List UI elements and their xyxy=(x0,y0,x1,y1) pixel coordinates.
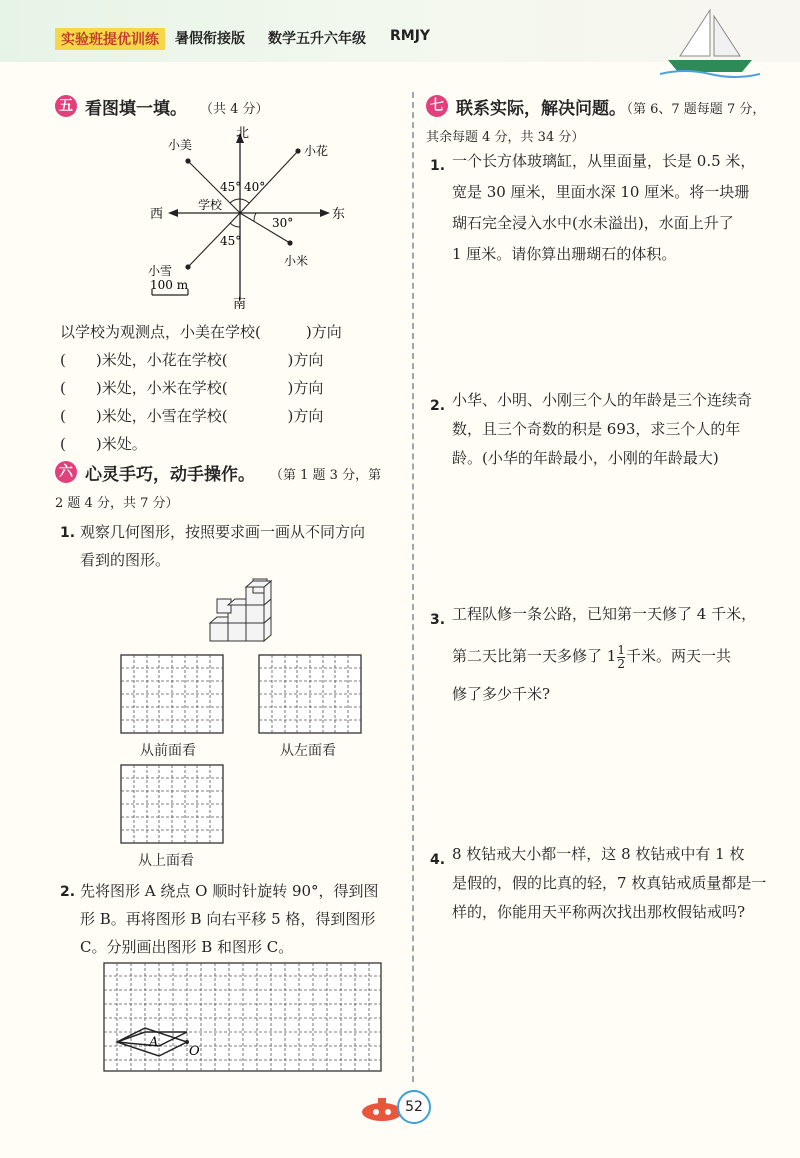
q-line: 小华、小明、小刚三个人的年龄是三个连续奇 xyxy=(452,391,753,409)
fill-line: ( )米处，小雪在学校( )方向 xyxy=(60,407,324,425)
section5-title: 看图填一填。 xyxy=(85,99,187,119)
s7-q3-line2 xyxy=(452,642,782,671)
q3-post: 千米。两天一共 xyxy=(625,647,731,665)
label-xiaoxue: 小雪 xyxy=(148,264,173,278)
q-line: 龄。(小华的年龄最小，小刚的年龄最大) xyxy=(452,449,719,467)
label-north: 北 xyxy=(236,126,250,141)
s7-q3-number: 3. xyxy=(430,612,446,628)
grid-top-view[interactable] xyxy=(120,764,224,844)
q-line: 观察几何图形，按照要求画一画从不同方向 xyxy=(80,523,366,541)
label-angle1: 45° xyxy=(220,180,242,194)
q-line: 宽是 30 厘米，里面水深 10 厘米。将一块珊 xyxy=(452,183,750,201)
label-xiaomei: 小美 xyxy=(168,138,193,152)
s6-q1-number: 1. xyxy=(60,525,76,541)
s7-q2-number: 2. xyxy=(430,398,446,414)
q-line: 1 厘米。请你算出珊瑚石的体积。 xyxy=(452,245,677,263)
label-a: A xyxy=(149,1035,159,1050)
q3-pre: 第二天比第一天多修了 1 xyxy=(452,647,617,665)
point-xiaomi xyxy=(287,240,292,245)
fraction-denominator: 2 xyxy=(617,656,625,671)
section5-fill-lines xyxy=(60,318,405,458)
section7-score-1: （第 6、7 题每题 7 分， xyxy=(620,102,766,117)
east-arrow-icon xyxy=(320,209,330,217)
s6-q1-text xyxy=(80,518,405,574)
section5-score: （共 4 分） xyxy=(200,102,269,117)
section7-title: 联系实际，解决问题。 xyxy=(456,99,626,119)
label-scale: 100 m xyxy=(150,278,189,292)
sailboat-icon xyxy=(660,6,760,78)
label-angle4: 45° xyxy=(220,234,242,248)
grid-left-view[interactable] xyxy=(258,654,362,734)
compass-diagram xyxy=(140,125,360,310)
point-xiaomei xyxy=(185,158,190,163)
fraction xyxy=(617,644,625,671)
label-xiaomi: 小米 xyxy=(284,254,309,268)
subject-label: 数学五升六年级 xyxy=(268,31,366,47)
grid-transform[interactable] xyxy=(103,962,383,1074)
point-xiaoxue xyxy=(185,264,190,269)
section5-badge: 五 xyxy=(55,95,77,117)
west-arrow-icon xyxy=(168,209,178,217)
q-line: 数，且三个奇数的积是 693，求三个人的年 xyxy=(452,420,741,438)
caption-left: 从左面看 xyxy=(280,743,336,759)
q-line: 形 B。再将图形 B 向右平移 5 格，得到图形 xyxy=(80,910,376,928)
caption-top: 从上面看 xyxy=(138,853,194,869)
fill-line: ( )米处。 xyxy=(60,435,147,453)
q-line: 先将图形 A 绕点 O 顺时针旋转 90°，得到图 xyxy=(80,882,379,900)
column-divider xyxy=(412,92,414,1082)
s7-q2-text xyxy=(452,386,782,473)
label-east: 东 xyxy=(332,207,346,222)
label-center: 学校 xyxy=(198,198,223,212)
point-xiaohua xyxy=(295,148,300,153)
section7-score-2: 其余每题 4 分，共 34 分） xyxy=(426,130,585,145)
fill-line: ( )米处，小米在学校( )方向 xyxy=(60,379,324,397)
label-west: 西 xyxy=(150,207,164,222)
brand-label: 实验班提优训练 xyxy=(55,28,165,50)
fill-line: 以学校为观测点，小美在学校( )方向 xyxy=(60,323,342,341)
q-line: 瑚石完全浸入水中(水未溢出)，水面上升了 xyxy=(452,214,734,232)
label-angle2: 40° xyxy=(244,180,266,194)
q-line: 一个长方体玻璃缸，从里面量，长是 0.5 米， xyxy=(452,152,756,170)
cube-figure xyxy=(205,575,285,645)
label-south: 南 xyxy=(233,297,247,310)
fill-line: ( )米处，小花在学校( )方向 xyxy=(60,351,324,369)
s7-q1-text xyxy=(452,146,782,270)
s7-q4-text xyxy=(452,840,782,927)
label-angle3: 30° xyxy=(272,216,294,230)
s6-q2-text xyxy=(80,877,405,961)
s6-q2-number: 2. xyxy=(60,884,76,900)
section6-title: 心灵手巧，动手操作。 xyxy=(85,465,255,485)
s7-q3-line1: 工程队修一条公路，已知第一天修了 4 千米， xyxy=(452,605,757,623)
s7-q1-number: 1. xyxy=(430,158,446,174)
fraction-numerator: 1 xyxy=(617,642,625,657)
q-line: 样的，你能用天平称两次找出那枚假钻戒吗? xyxy=(452,903,746,921)
q-line: 看到的图形。 xyxy=(80,551,171,569)
q-line: C。分别画出图形 B 和图形 C。 xyxy=(80,938,294,956)
caption-front: 从前面看 xyxy=(140,743,196,759)
section7-badge: 七 xyxy=(426,95,448,117)
publisher-label: RMJY xyxy=(390,28,431,44)
grid-front-view[interactable] xyxy=(120,654,224,734)
edition-label: 暑假衔接版 xyxy=(175,31,245,47)
section6-score-2: 2 题 4 分，共 7 分） xyxy=(55,496,179,511)
section6-badge: 六 xyxy=(55,461,77,483)
page-number: 52 xyxy=(397,1090,431,1124)
section6-score-1: （第 1 题 3 分，第 xyxy=(270,468,382,483)
label-xiaohua: 小花 xyxy=(304,144,329,158)
s7-q4-number: 4. xyxy=(430,852,446,868)
label-o: O xyxy=(189,1044,200,1059)
s7-q3-line3: 修了多少千米? xyxy=(452,685,551,703)
q-line: 8 枚钻戒大小都一样，这 8 枚钻戒中有 1 枚 xyxy=(452,845,745,863)
q-line: 是假的，假的比真的轻，7 枚真钻戒质量都是一 xyxy=(452,874,767,892)
